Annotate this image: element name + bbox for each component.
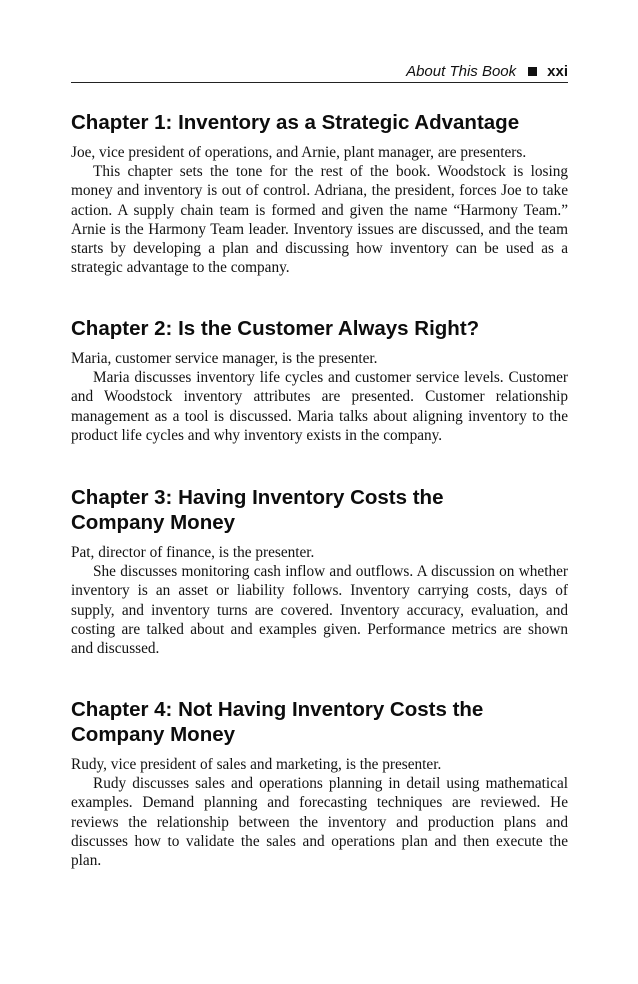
chapter-3-heading-line-1: Chapter 3: Having Inventory Costs the xyxy=(71,486,444,509)
chapter-1-section xyxy=(71,110,568,277)
chapter-4-presenters: Rudy, vice president of sales and marketing, is the presenter. xyxy=(71,756,442,773)
chapter-4-summary: Rudy discusses sales and operations planning in detail using mathematical examples. Demand planning and forecasting techniques are reviewed. He reviews the relationship between the inventory and production plans and discusses how to validate the sales and operations plan and then execute the plan. xyxy=(71,775,568,870)
chapter-2-section xyxy=(71,316,568,445)
page-number: xxi xyxy=(547,62,568,80)
running-header xyxy=(71,60,568,83)
chapter-4-heading xyxy=(71,697,568,747)
square-bullet-icon xyxy=(528,67,537,76)
chapter-1-heading: Chapter 1: Inventory as a Strategic Advantage xyxy=(71,111,520,134)
chapter-2-heading: Chapter 2: Is the Customer Always Right? xyxy=(71,317,480,340)
chapter-2-summary: Maria discusses inventory life cycles and customer service levels. Customer and Woodstock inventory attributes are presented. Customer relationship management as a tool is discussed. Maria talks about aligning inventory to the product life cycles and why inventory exists in the company. xyxy=(71,369,568,444)
chapter-4-heading-line-2: Company Money xyxy=(71,723,236,746)
chapter-3-heading xyxy=(71,485,568,535)
running-title: About This Book xyxy=(406,62,517,80)
chapter-1-presenters: Joe, vice president of operations, and Arnie, plant manager, are presenters. xyxy=(71,144,527,161)
chapter-1-summary: This chapter sets the tone for the rest of the book. Woodstock is losing money and inventory is out of control. Adriana, the president, forces Joe to take action. A supply chain team is formed and given the name “Harmony Team.” Arnie is the Harmony Team leader. Inventory issues are discussed, and the team starts by developing a plan and discussing how inventory can be used as a strategic advantage to the company. xyxy=(71,163,568,277)
chapter-3-section xyxy=(71,485,568,658)
chapter-2-presenters: Maria, customer service manager, is the presenter. xyxy=(71,350,378,367)
chapter-3-heading-line-2: Company Money xyxy=(71,511,236,534)
chapter-3-presenters: Pat, director of finance, is the presenter. xyxy=(71,544,315,561)
chapter-3-summary: She discusses monitoring cash inflow and outflows. A discussion on whether inventory is an asset or liability follows. Inventory carrying costs, days of supply, and inventory turns are covered. Inventory accuracy, evaluation, and costing are talked about and examples given. Performance metrics are shown and discussed. xyxy=(71,563,568,658)
chapter-4-heading-line-1: Chapter 4: Not Having Inventory Costs the xyxy=(71,698,484,721)
chapter-4-section xyxy=(71,697,568,870)
